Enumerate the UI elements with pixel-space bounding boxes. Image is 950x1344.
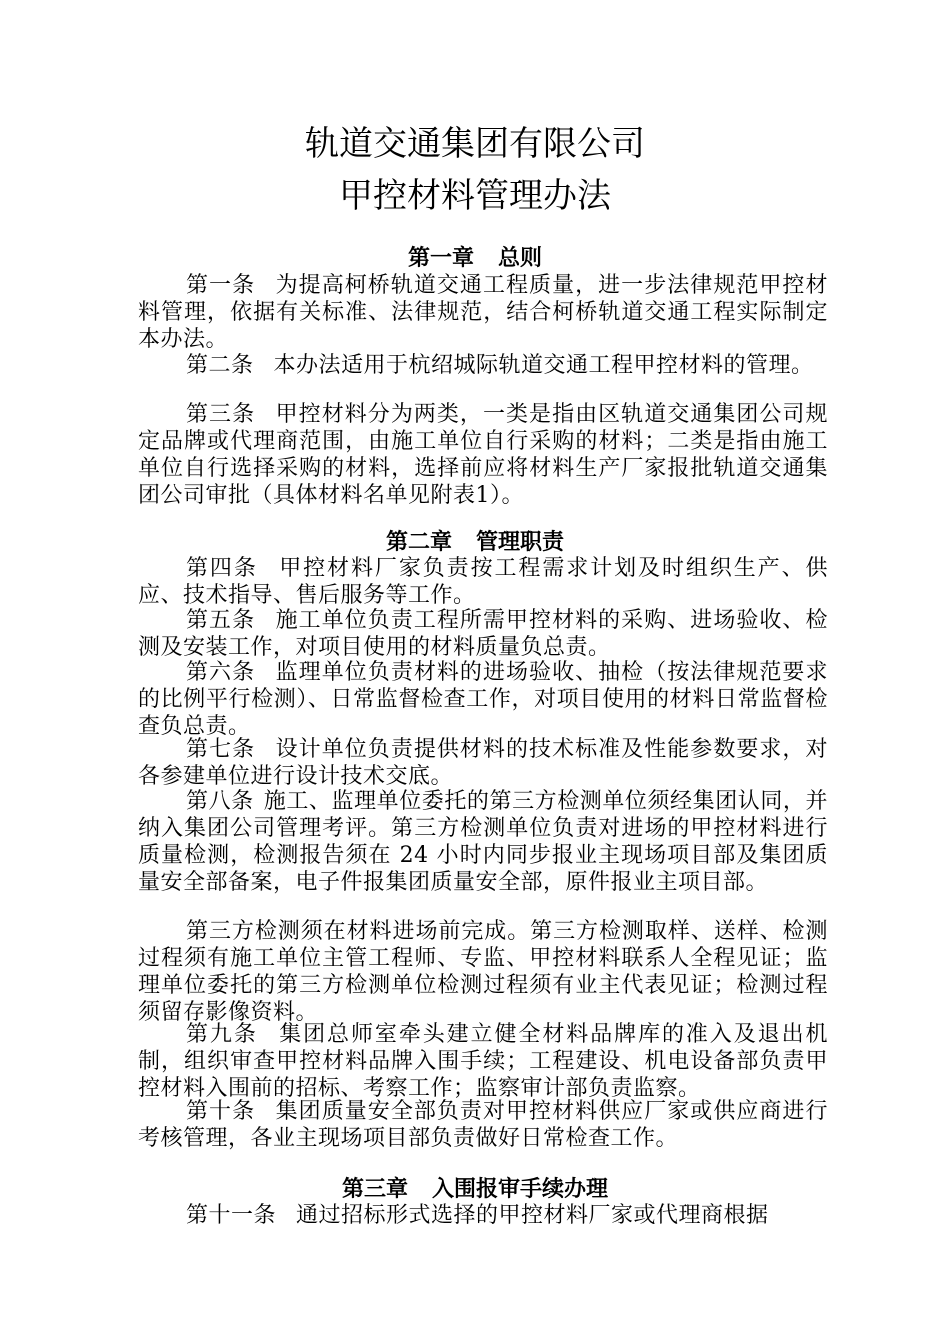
article-label: 第二条 — [186, 353, 254, 378]
article-text: 第三方检测须在材料进场前完成。第三方检测取样、送样、检测过程须有施工单位主管工程师、专监、甲控材料联系人全程见证；监理单位委托的第三方检测单位检测过程须有业主代表见证；检测过程须留存影像资料。 — [138, 919, 828, 1025]
article-text: 施工、监理单位委托的第三方检测单位须经集团认同，并纳入集团公司管理考评。第三方检测单位负责对进场的甲控材料进行质量检测，检测报告须在 24 小时内同步报业主现场项目部及集团质量安全部备案，电子件报集团质量安全部，原件报业主项目部。 — [138, 789, 828, 895]
article-label: 第一条 — [186, 273, 256, 298]
article-text: 施工单位负责工程所需甲控材料的采购、进场验收、检测及安装工作，对项目使用的材料质量负总责。 — [138, 608, 828, 660]
article-6 — [138, 659, 828, 740]
article-label: 第四条 — [186, 556, 258, 581]
article-10 — [138, 1098, 828, 1152]
article-text: 集团质量安全部负责对甲控材料供应厂家或供应商进行考核管理，各业主现场项目部负责做好日常检查工作。 — [138, 1099, 828, 1151]
document-title-line2: 甲控材料管理办法 — [339, 176, 611, 216]
article-text: 甲控材料厂家负责按工程需求计划及时组织生产、供应、技术指导、售后服务等工作。 — [138, 556, 828, 608]
article-4 — [138, 555, 828, 609]
article-2 — [138, 352, 828, 379]
article-text: 为提高柯桥轨道交通工程质量，进一步法律规范甲控材料管理，依据有关标准、法律规范，结合柯桥轨道交通工程实际制定本办法。 — [138, 273, 828, 352]
article-7 — [138, 736, 828, 790]
article-label: 第十条 — [186, 1099, 256, 1124]
article-text: 通过招标形式选择的甲控材料厂家或代理商根据 — [296, 1203, 769, 1228]
article-label: 第七条 — [186, 737, 256, 762]
article-1 — [138, 272, 828, 353]
document-title-line1: 轨道交通集团有限公司 — [305, 124, 645, 164]
article-label: 第六条 — [186, 660, 256, 685]
article-11 — [138, 1202, 828, 1229]
chapter-heading-3: 第三章 入围报审手续办理 — [341, 1176, 609, 1202]
article-label: 第八条 — [186, 789, 254, 814]
article-8-paragraph-2 — [138, 918, 828, 1026]
chapter-heading-2: 第二章 管理职责 — [385, 529, 565, 555]
article-3 — [138, 401, 828, 509]
article-5 — [138, 607, 828, 661]
chapter-heading-1: 第一章 总则 — [407, 245, 543, 271]
article-9 — [138, 1021, 828, 1102]
article-text: 监理单位负责材料的进场验收、抽检（按法律规范要求的比例平行检测）、日常监督检查工作，对项目使用的材料日常监督检查负总责。 — [138, 660, 828, 739]
article-label: 第三条 — [186, 402, 256, 427]
article-label: 第十一条 — [186, 1203, 277, 1228]
article-text: 集团总师室牵头建立健全材料品牌库的准入及退出机制，组织审查甲控材料品牌入围手续；工程建设、机电设备部负责甲控材料入围前的招标、考察工作；监察审计部负责监察。 — [138, 1022, 828, 1101]
article-text: 本办法适用于杭绍城际轨道交通工程甲控材料的管理。 — [273, 353, 814, 378]
article-label: 第五条 — [186, 608, 256, 633]
article-text: 甲控材料分为两类，一类是指由区轨道交通集团公司规定品牌或代理商范围，由施工单位自行采购的材料；二类是指由施工单位自行选择采购的材料，选择前应将材料生产厂家报批轨道交通集团公司审批（具体材料名单见附表1）。 — [138, 402, 828, 508]
article-label: 第九条 — [186, 1022, 258, 1047]
article-8 — [138, 788, 828, 896]
article-text: 设计单位负责提供材料的技术标准及性能参数要求，对各参建单位进行设计技术交底。 — [138, 737, 828, 789]
